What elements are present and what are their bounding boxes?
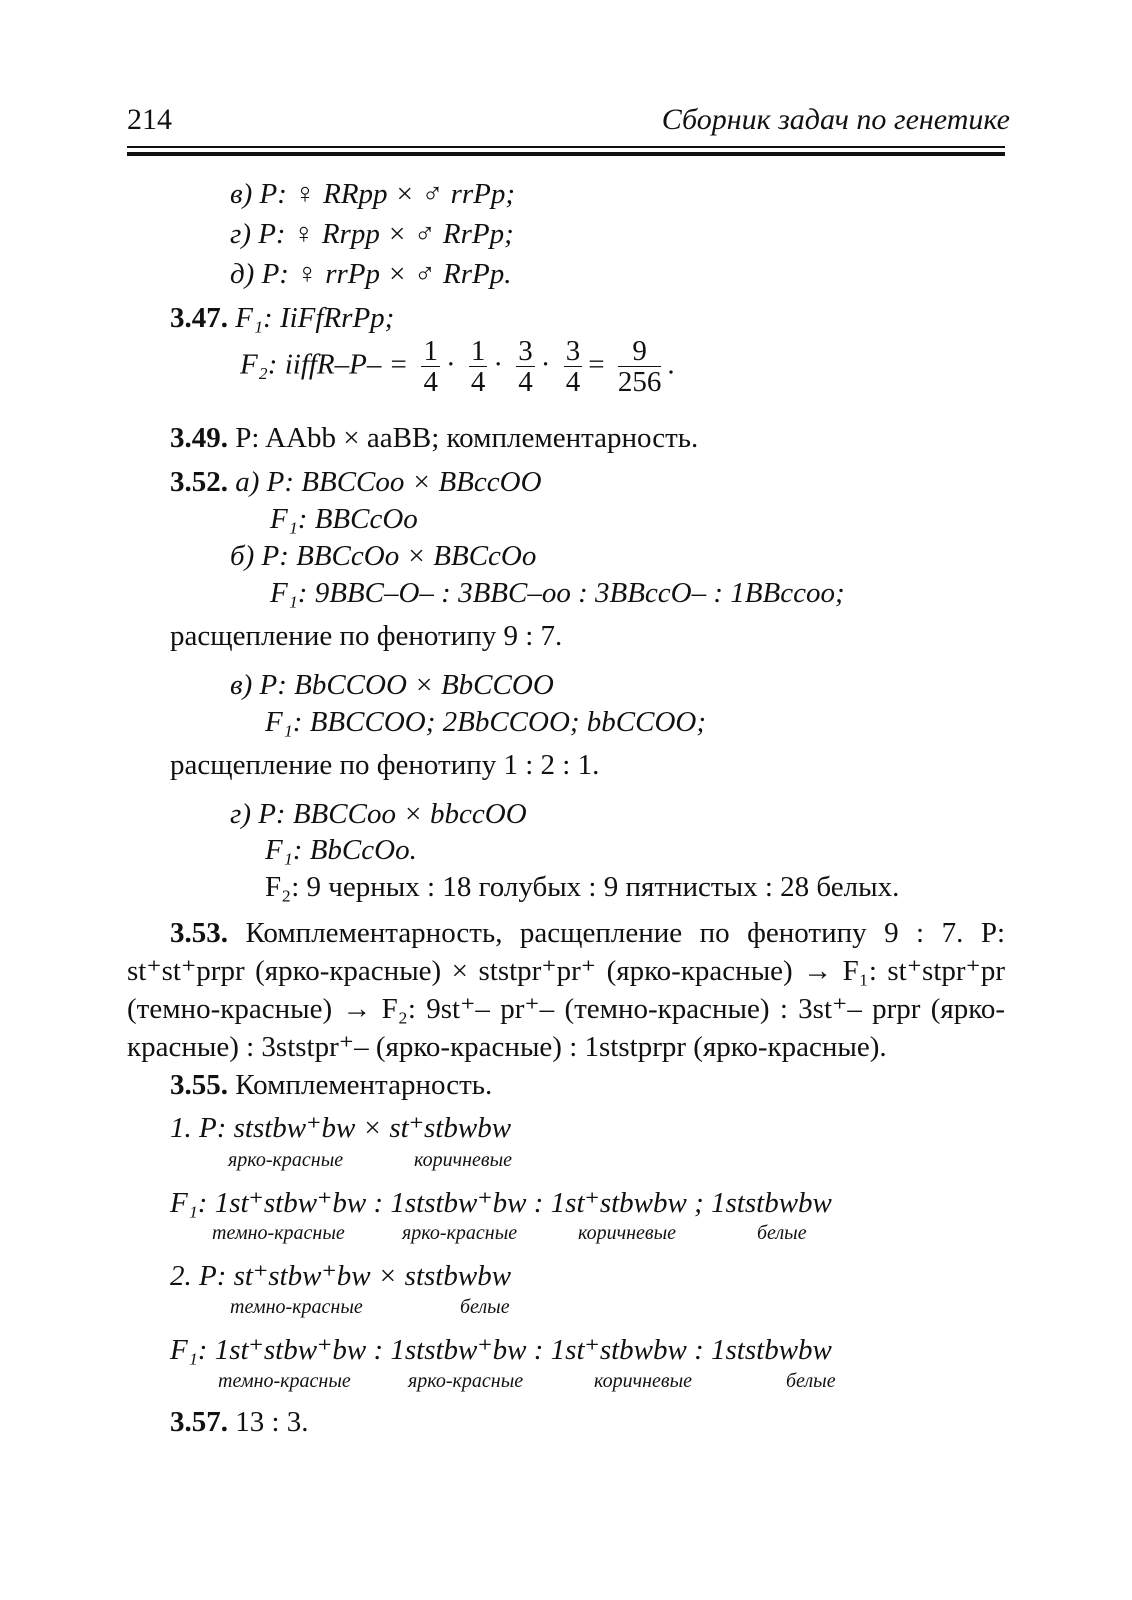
- cross-d: д) P: ♀ rrPp × ♂ RrPp.: [230, 258, 512, 290]
- phenotype-label: темно-красные: [218, 1370, 351, 1392]
- problem-number: 3.57.: [170, 1406, 228, 1438]
- fraction-denominator: 4: [518, 366, 533, 399]
- fraction-numerator: 9: [618, 336, 662, 367]
- problem-3-57: [170, 1406, 309, 1439]
- header-rule-thin: [127, 146, 1005, 148]
- header-rule-thick: [127, 152, 1005, 156]
- running-title: Сборник задач по генетике: [661, 103, 1010, 136]
- problem-text: 13 : 3.: [235, 1406, 309, 1438]
- problem-number: 3.49.: [170, 422, 228, 454]
- phenotype-label: коричневые: [594, 1370, 693, 1392]
- cross-g2-f2: F₂: 9 черных : 18 голубых : 9 пятнистых : 28 белых.: [265, 871, 900, 903]
- fraction-numerator: 1: [423, 335, 438, 367]
- phenotype-label: белые: [460, 1296, 510, 1318]
- problem-text: Комплементарность, расщепление по фенотипу 9 : 7. P: st⁺st⁺prpr (ярко-красные) × ststpr⁺pr⁺ (ярко-красные) → F₁: st⁺stpr⁺pr (темно-красные) → F₂: 9st⁺– pr⁺– (темно-красные) : 3st⁺– prpr (ярко-красные) : 3ststpr⁺– (ярко-красные) : 1ststprpr (ярко-красные).: [127, 917, 1005, 1063]
- split-9-7: расщепление по фенотипу 9 : 7.: [170, 620, 563, 652]
- cross-a-f1: F₁: BBCcOo: [270, 503, 418, 535]
- cross-g2-f1: F₁: BbCcOo.: [265, 834, 417, 866]
- cross-1-f1: F₁: 1st⁺stbw⁺bw : 1ststbw⁺bw : 1st⁺stbwbw ; 1ststbwbw: [170, 1187, 832, 1219]
- problem-3-55: [170, 1069, 492, 1102]
- problem-text: P: AAbb × aaBB; комплементарность.: [235, 422, 699, 454]
- fraction: [469, 336, 488, 398]
- cross-g: г) P: ♀ Rrpp × ♂ RrPp;: [230, 218, 514, 250]
- phenotype-label: коричневые: [578, 1222, 677, 1244]
- fraction: [516, 336, 535, 398]
- fraction-denominator: 4: [423, 366, 438, 399]
- f2-lead: F₂: iiffR–P– =: [240, 348, 409, 381]
- fraction-denominator: 4: [565, 366, 581, 399]
- fraction-denominator: 4: [470, 366, 486, 399]
- phenotype-label: ярко-красные: [228, 1149, 344, 1171]
- problem-3-52: [170, 466, 542, 499]
- fraction: [564, 336, 583, 398]
- phenotype-label: белые: [757, 1222, 807, 1244]
- problem-number: 3.55.: [170, 1069, 228, 1101]
- problem-number: 3.53.: [170, 917, 228, 949]
- phenotype-label: белые: [786, 1370, 836, 1392]
- cross-2: 2. P: st⁺stbw⁺bw × ststbwbw: [170, 1260, 512, 1292]
- phenotype-label: ярко-красные: [402, 1222, 518, 1244]
- phenotype-label: коричневые: [414, 1149, 513, 1171]
- fraction: [421, 336, 440, 398]
- cross-g2: г) P: BBCCoo × bbccOO: [230, 798, 527, 830]
- problem-3-53: [127, 914, 1005, 1066]
- problem-text: Комплементарность.: [235, 1069, 493, 1101]
- cross-a: а) P: BBCCoo × BBccOO: [235, 466, 542, 498]
- cross-v: в) P: ♀ RRpp × ♂ rrPp;: [230, 178, 516, 210]
- phenotype-label: темно-красные: [212, 1222, 345, 1244]
- problem-3-49: [170, 422, 698, 455]
- split-1-2-1: расщепление по фенотипу 1 : 2 : 1.: [170, 749, 600, 781]
- page-number: 214: [127, 103, 172, 136]
- fraction-numerator: 3: [518, 335, 533, 367]
- problem-number: 3.47.: [170, 302, 228, 334]
- cross-v2-f1: F₁: BBCCOO; 2BbCCOO; bbCCOO;: [265, 706, 707, 738]
- cross-b: б) P: BBCcOo × BBCcOo: [230, 540, 537, 572]
- problem-number: 3.52.: [170, 466, 228, 498]
- f2-expression: F₂: iiffR–P– = $\frac{1}{4}$ · $\frac{1}{4}$ · $\frac{3}{4}$ · $\frac{3}{4}$ = $\frac{9}{256}$ .: [240, 335, 675, 399]
- cross-b-f1: F₁: 9BBC–O– : 3BBC–oo : 3BBccO– : 1BBccoo;: [270, 577, 845, 609]
- fraction-numerator: 3: [565, 335, 581, 367]
- cross-1: 1. P: ststbw⁺bw × st⁺stbwbw: [170, 1112, 512, 1144]
- fraction-denominator: 256: [617, 366, 662, 399]
- phenotype-label: темно-красные: [230, 1296, 363, 1318]
- cross-2-f1: F₁: 1st⁺stbw⁺bw : 1ststbw⁺bw : 1st⁺stbwbw : 1ststbwbw: [170, 1334, 832, 1366]
- fraction-numerator: 1: [470, 335, 486, 367]
- cross-v2: в) P: BbCCOO × BbCCOO: [230, 669, 554, 701]
- fraction: [618, 336, 662, 398]
- f1-genotype: F₁: IiFfRrPp;: [235, 302, 395, 334]
- phenotype-label: ярко-красные: [408, 1370, 524, 1392]
- problem-3-47: [170, 302, 394, 335]
